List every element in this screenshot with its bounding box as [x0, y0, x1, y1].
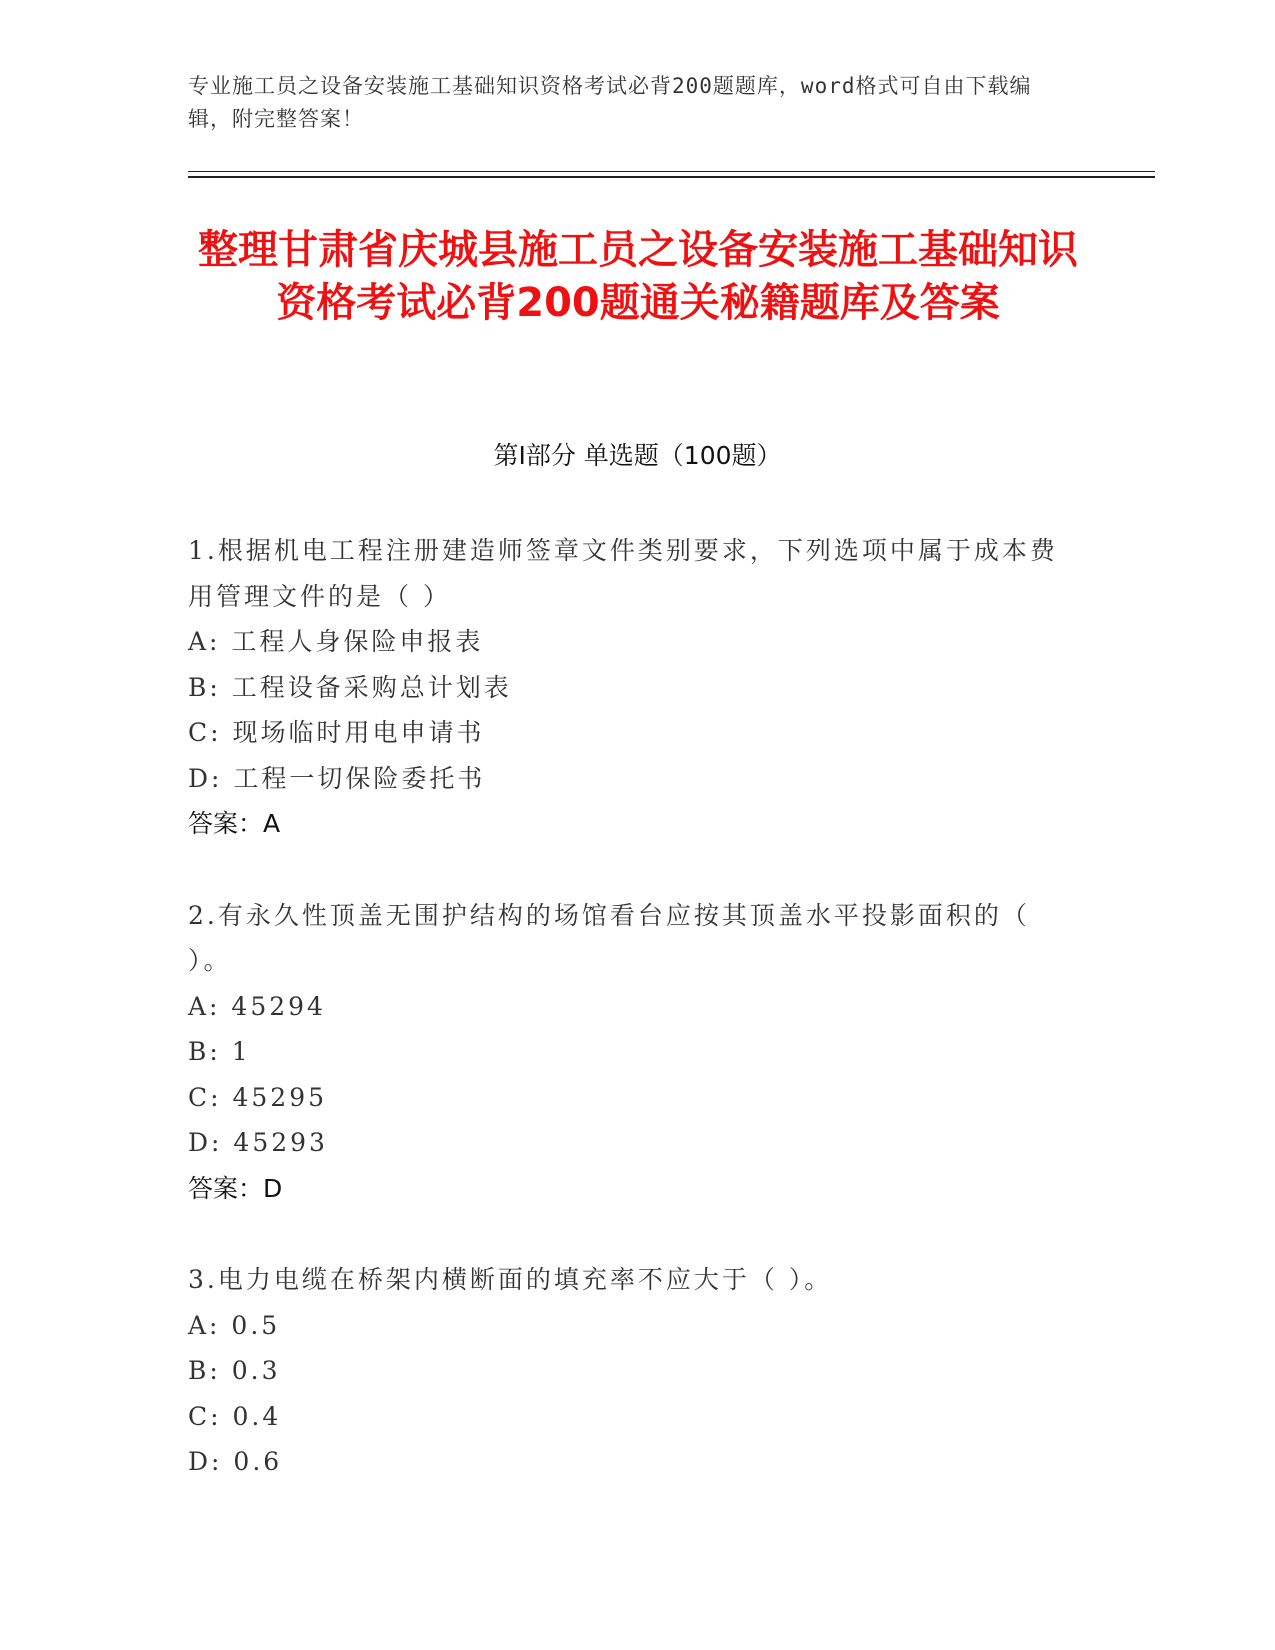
- header-divider-thick: [188, 176, 1155, 178]
- document-title: 整理甘肃省庆城县施工员之设备安装施工基础知识资格考试必背200题通关秘籍题库及答案: [198, 227, 1078, 326]
- option-a: A: 0.5: [188, 1310, 281, 1340]
- header-divider-thin: [188, 171, 1155, 172]
- question-stem: 1.根据机电工程注册建造师签章文件类别要求，下列选项中属于成本费用管理文件的是（ ）: [188, 536, 1058, 611]
- option-c: C: 0.4: [188, 1401, 282, 1431]
- option-c: C: 现场临时用电申请书: [188, 718, 485, 747]
- option-d: D: 45293: [188, 1128, 328, 1157]
- option-c: C: 45295: [188, 1082, 328, 1112]
- option-b: B: 1: [188, 1037, 251, 1066]
- option-d: D: 0.6: [188, 1447, 283, 1476]
- question-spacer: [188, 1211, 1068, 1257]
- answer: 答案：D: [188, 1173, 283, 1203]
- question-2: [188, 893, 1068, 1212]
- option-a: A: 工程人身保险申报表: [188, 627, 484, 656]
- option-a: A: 45294: [188, 991, 326, 1021]
- option-b: B: 工程设备采购总计划表: [188, 672, 512, 702]
- section-heading: 第Ⅰ部分 单选题（100题）: [493, 441, 782, 470]
- option-d: D: 工程一切保险委托书: [188, 763, 486, 793]
- header-note: 专业施工员之设备安装施工基础知识资格考试必背200题题库，word格式可自由下载编辑，附完整答案！: [188, 74, 1032, 131]
- answer: 答案：A: [188, 809, 281, 838]
- option-b: B: 0.3: [188, 1356, 281, 1385]
- question-list: [188, 528, 1068, 1485]
- question-stem: 2.有永久性顶盖无围护结构的场馆看台应按其顶盖水平投影面积的（ ）。: [188, 900, 1030, 975]
- question-stem: 3.电力电缆在桥架内横断面的填充率不应大于（ ）。: [188, 1265, 833, 1294]
- question-1: [188, 528, 1068, 847]
- question-spacer: [188, 847, 1068, 893]
- question-3: [188, 1257, 1068, 1485]
